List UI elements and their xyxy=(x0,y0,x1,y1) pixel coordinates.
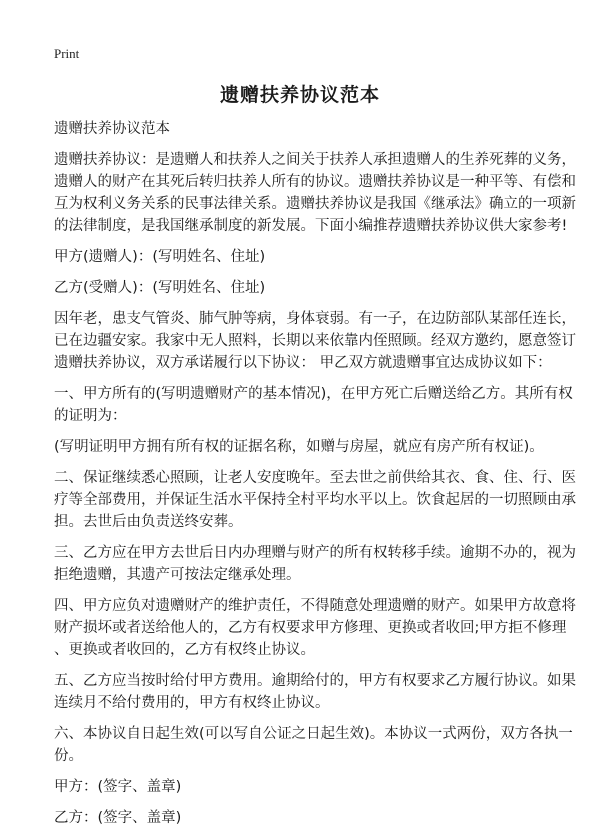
paragraph xyxy=(54,723,573,767)
document-title: 遗赠扶养协议范本 xyxy=(219,84,380,106)
paragraph-line: 一、甲方所有的(写明遗赠财产的基本情况)，在甲方死亡后赠送给乙方。其所有权 xyxy=(54,386,573,402)
paragraph xyxy=(54,436,554,458)
paragraph-line: 疗等全部费用，并保证生活水平保持全村平均水平以上。饮食起居的一切照顾由承 xyxy=(54,492,576,508)
paragraph-line: 的证明为： xyxy=(54,408,127,424)
paragraph xyxy=(54,807,554,829)
paragraph-line: 甲方：(签字、盖章) xyxy=(54,779,182,795)
paragraph-line: 已在边疆安家。我家中无人照料，长期以来依靠内侄照顾。经双方邀约，愿意签订 xyxy=(54,333,576,349)
paragraph-line: 六、本协议自日起生效(可以写自公证之日起生效)。本协议一式两份，双方各执一 xyxy=(54,726,573,742)
paragraph xyxy=(54,246,554,268)
paragraph-line: 因年老，患支气管炎、肺气肿等病，身体衰弱。有一子，在边防部队某部任连长， xyxy=(54,311,576,327)
paragraph xyxy=(54,670,576,714)
paragraph-line: 的法律制度，是我国继承制度的新发展。下面小编推荐遗赠扶养协议供大家参考! xyxy=(54,218,568,234)
paragraph-line: 拒绝遗赠，其遗产可按法定继承处理。 xyxy=(54,567,301,583)
paragraph xyxy=(54,595,576,661)
paragraph-line: 三、乙方应在甲方去世后日内办理赠与财产的所有权转移手续。逾期不办的，视为 xyxy=(54,545,576,561)
paragraph-line: 乙方：(签字、盖章) xyxy=(54,810,182,826)
paragraph-line: 五、乙方应当按时给付甲方费用。逾期给付的，甲方有权要求乙方履行协议。如果 xyxy=(54,673,576,689)
document-body xyxy=(54,118,576,838)
paragraph-line: (写明证明甲方拥有所有权的证据名称，如赠与房屋，就应有房产所有权证)。 xyxy=(54,439,544,455)
paragraph-line: 互为权利义务关系的民事法律关系。遗赠扶养协议是我国《继承法》确立的一项新 xyxy=(54,196,576,212)
paragraph xyxy=(54,308,576,374)
print-link[interactable]: Print xyxy=(54,46,80,61)
paragraph-line: 遗赠扶养协议：是遗赠人和扶养人之间关于扶养人承担遗赠人的生养死葬的义务， xyxy=(54,152,576,168)
paragraph xyxy=(54,776,554,798)
paragraph-line: 财产损坏或者送给他人的，乙方有权要求甲方修理、更换或者收回;甲方拒不修理 xyxy=(54,620,567,636)
paragraph-line: 遗赠扶养协议范本 xyxy=(54,121,170,137)
paragraph-line: 、更换或者收回的，乙方有权终止协议。 xyxy=(54,642,315,658)
paragraph-line: 担。去世后由负责送终安葬。 xyxy=(54,514,243,530)
paragraph-line: 甲方(遗赠人)：(写明姓名、住址) xyxy=(54,249,266,265)
paragraph-line: 遗赠扶养协议，双方承诺履行以下协议： 甲乙双方就遗赠事宜达成协议如下： xyxy=(54,355,552,371)
paragraph-line: 份。 xyxy=(54,748,83,764)
paragraph xyxy=(54,277,554,299)
paragraph-line: 乙方(受赠人)：(写明姓名、住址) xyxy=(54,280,266,296)
paragraph-line: 遗赠人的财产在其死后转归扶养人所有的协议。遗赠扶养协议是一种平等、有偿和 xyxy=(54,174,576,190)
paragraph xyxy=(54,542,576,586)
paragraph xyxy=(54,383,573,427)
paragraph-line: 连续月不给付费用的，甲方有权终止协议。 xyxy=(54,695,330,711)
paragraph xyxy=(54,467,576,533)
paragraph-line: 二、保证继续悉心照顾，让老人安度晚年。至去世之前供给其衣、食、住、行、医 xyxy=(54,470,576,486)
paragraph xyxy=(54,149,576,237)
paragraph-line: 四、甲方应负对遗赠财产的维护责任，不得随意处理遗赠的财产。如果甲方故意将 xyxy=(54,598,576,614)
document-subtitle xyxy=(54,118,554,140)
